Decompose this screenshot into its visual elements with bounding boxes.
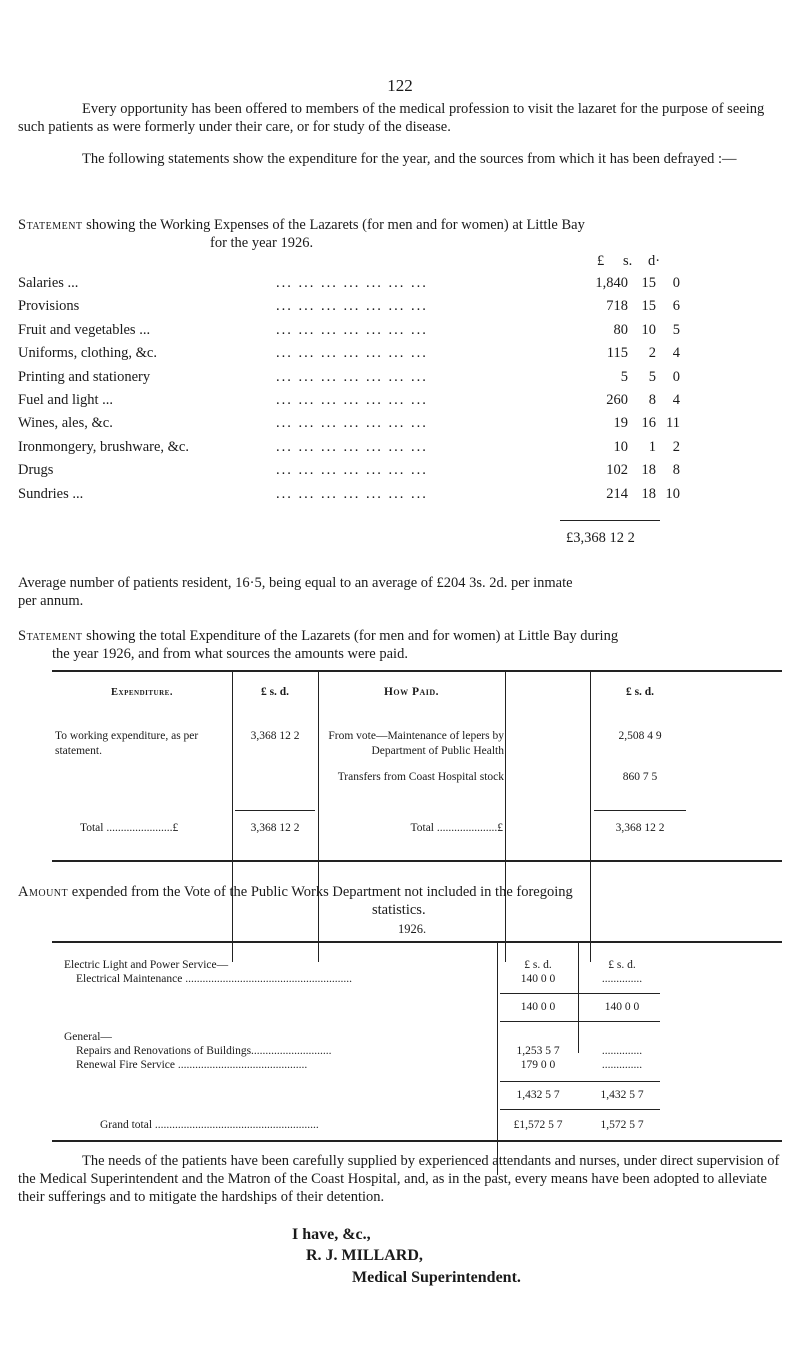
expense-label: Printing and stationery <box>18 368 151 385</box>
expense-row <box>18 275 680 293</box>
statement3-top-rule <box>52 941 782 943</box>
statement3-sub-rule <box>500 993 660 994</box>
expense-shillings: 18 <box>641 485 656 502</box>
average-paragraph-line1: Average number of patients resident, 16·5, being equal to an average of £204 3s. 2d. per inmate <box>18 575 573 591</box>
statement2-paid-vote: From vote—Maintenance of lepers by Department of Public Health <box>328 730 504 757</box>
page-number: 122 <box>387 76 413 95</box>
statement2-head-lsd2: £ s. d. <box>625 686 655 698</box>
expense-shillings: 15 <box>641 275 656 291</box>
expense-row <box>18 438 680 457</box>
statement2-bottom-rule <box>52 860 782 862</box>
expense-pounds: 214 <box>606 485 628 502</box>
statement3-col-head2: £ s. d. <box>608 959 636 971</box>
statement2-expenditure-amount: 3,368 12 2 <box>250 730 300 742</box>
statement3-sub-rule <box>500 1021 660 1022</box>
expense-pounds: 19 <box>613 415 628 432</box>
statement2-total-label2: Total .....................£ <box>410 822 503 834</box>
statement2-top-rule <box>52 670 782 672</box>
statement3-general-sub2: 1,432 5 7 <box>600 1089 644 1101</box>
statement3-general-sub1: 1,432 5 7 <box>516 1089 560 1101</box>
expense-label: Uniforms, clothing, &c. <box>18 345 157 362</box>
signature-title: Medical Superintendent. <box>352 1269 521 1286</box>
expense-shillings: 5 <box>648 368 656 385</box>
statement3-electric-sub2: 140 0 0 <box>604 1001 640 1013</box>
expense-pence: 11 <box>666 415 680 432</box>
statement1-title-line2: for the year 1926. <box>210 235 314 251</box>
statement2-col-divider <box>590 672 591 962</box>
statement1-total-rule <box>560 520 660 521</box>
statement2-total-amount2: 3,368 12 2 <box>615 822 665 834</box>
expense-shillings: 18 <box>641 462 656 479</box>
leader-dots: ... ... ... ... ... ... ... <box>276 345 428 362</box>
expense-shillings: 2 <box>648 345 656 362</box>
statement3-electric-item: Electrical Maintenance .......................................................... <box>76 973 352 985</box>
statements-intro-paragraph: The following statements show the expenditure for the year, and the sources from which it has been defrayed :— <box>82 151 737 167</box>
closing-paragraph: The needs of the patients have been carefully supplied by experienced attendants and nurses, under direct supervision of the Medical Superintendent and the Matron of the Coast Hospital, and, as in the past, every means have been adopted to alleviate their sufferings and to mitigate the hardships of their detention. <box>18 1153 780 1205</box>
leader-dots: ... ... ... ... ... ... ... <box>276 392 428 408</box>
statement3-title <box>18 883 798 901</box>
expense-pence: 0 <box>672 275 680 291</box>
expense-row <box>18 345 680 363</box>
statement2-total-amount: 3,368 12 2 <box>250 822 300 834</box>
statement1-title-lead: Statement <box>18 217 83 233</box>
expense-row <box>18 415 680 433</box>
statement3-grand-label: Grand total ......................................................... <box>100 1119 319 1131</box>
expense-pence: 4 <box>672 345 680 362</box>
leader-dots: ... ... ... ... ... ... ... <box>276 298 428 315</box>
expense-label: Salaries ... <box>18 275 79 291</box>
statement1-title <box>18 216 798 234</box>
leader-dots: ... ... ... ... ... ... ... <box>276 485 428 502</box>
statement3-general-item2: Renewal Fire Service ............................................. <box>76 1059 308 1071</box>
expense-pounds: 10 <box>613 438 628 455</box>
expense-pounds: 80 <box>613 321 628 338</box>
leader-dots: ... ... ... ... ... ... ... <box>276 415 428 432</box>
statement1-total: £3,368 12 2 <box>566 530 635 546</box>
statement3-electric-amount: 140 0 0 <box>520 973 556 985</box>
statement3-year: 1926. <box>398 922 427 936</box>
statement2-title-lead: Statement <box>18 628 83 644</box>
statement3-title-rest: expended from the Vote of the Public Works Department not included in the foregoing <box>68 884 573 900</box>
intro-paragraph: Every opportunity has been offered to members of the medical profession to visit the lazaret for the purpose of seeing such patients as were formerly under their care, or for study of the disease. <box>18 101 765 135</box>
expense-row <box>18 462 680 480</box>
expense-row <box>18 485 680 504</box>
statement3-col-head1: £ s. d. <box>524 959 552 971</box>
expense-label: Fuel and light ... <box>18 392 114 408</box>
statement3-general-dots1: .............. <box>601 1045 643 1057</box>
statement3-title-lead: Amount <box>18 884 69 900</box>
expense-pounds: 260 <box>606 392 628 408</box>
expense-label: Provisions <box>18 298 80 315</box>
signature-name: R. J. MILLARD, <box>306 1247 423 1264</box>
expense-shillings: 1 <box>648 438 656 455</box>
expense-label: Drugs <box>18 462 54 479</box>
statement2-title <box>18 627 798 645</box>
expense-shillings: 15 <box>641 298 656 315</box>
statement3-general-item1: Repairs and Renovations of Buildings............................ <box>76 1045 332 1057</box>
statement2-head-how-paid: How Paid. <box>383 686 440 698</box>
expense-pence: 10 <box>665 485 680 502</box>
statement2-head-lsd: £ s. d. <box>260 686 290 698</box>
statement2-sum-rule <box>235 810 315 811</box>
expense-pence: 2 <box>672 438 680 455</box>
average-paragraph-line2: per annum. <box>18 593 84 609</box>
expense-row <box>18 298 680 316</box>
statement3-bottom-rule <box>52 1140 782 1142</box>
statement3-col-divider <box>578 943 579 1053</box>
expense-label: Sundries ... <box>18 485 84 502</box>
statement2-sum-rule <box>594 810 686 811</box>
expense-pounds: 115 <box>606 345 628 362</box>
statement2-paid-transfer-amount: 860 7 5 <box>622 771 658 783</box>
statement3-general-amount1: 1,253 5 7 <box>516 1045 560 1057</box>
expense-label: Ironmongery, brushware, &c. <box>18 438 189 455</box>
expense-pence: 5 <box>672 321 680 338</box>
expense-shillings: 10 <box>641 321 656 338</box>
statement2-title-line2: the year 1926, and from what sources the amounts were paid. <box>52 646 408 662</box>
leader-dots: ... ... ... ... ... ... ... <box>276 275 428 291</box>
leader-dots: ... ... ... ... ... ... ... <box>276 438 428 455</box>
statement2-expenditure-item: To working expenditure, as per statement. <box>55 730 199 757</box>
expense-shillings: 8 <box>648 392 656 408</box>
statement2-col-divider <box>232 672 233 962</box>
statement3-title-line2: statistics. <box>372 902 426 918</box>
statement3-grand1: £1,572 5 7 <box>513 1119 563 1131</box>
leader-dots: ... ... ... ... ... ... ... <box>276 321 428 338</box>
statement2-paid-vote-amount: 2,508 4 9 <box>618 730 662 742</box>
leader-dots: ... ... ... ... ... ... ... <box>276 368 428 385</box>
expense-pence: 0 <box>672 368 680 385</box>
statement3-sub-rule <box>500 1081 660 1082</box>
expense-pence: 6 <box>672 298 680 315</box>
expense-pounds: 102 <box>606 462 628 479</box>
statement3-general-dots2: .............. <box>601 1059 643 1071</box>
statement2-title-rest: showing the total Expenditure of the Lazarets (for men and for women) at Little Bay during <box>82 628 619 644</box>
statement3-general-head: General— <box>64 1031 112 1043</box>
expense-shillings: 16 <box>641 415 656 432</box>
expense-pence: 8 <box>672 462 680 479</box>
statement2-head-expenditure: Expenditure. <box>111 687 173 698</box>
statement3-electric-sub1: 140 0 0 <box>520 1001 556 1013</box>
expense-pence: 4 <box>672 392 680 408</box>
leader-dots: ... ... ... ... ... ... ... <box>276 462 428 479</box>
statement2-col-divider <box>318 672 319 962</box>
statement3-sub-rule <box>500 1109 660 1110</box>
statement3-electric-dots: .............. <box>601 973 643 985</box>
expense-pounds: 5 <box>620 368 628 385</box>
expense-row <box>18 392 680 410</box>
statement3-grand2: 1,572 5 7 <box>600 1119 644 1131</box>
statement1-head-pence: d· <box>648 253 661 269</box>
statement1-title-rest: showing the Working Expenses of the Lazarets (for men and for women) at Little Bay <box>82 217 585 233</box>
expense-pounds: 1,840 <box>595 275 628 291</box>
statement3-electric-head: Electric Light and Power Service— <box>64 959 229 971</box>
statement1-head-pounds: £ <box>597 253 605 269</box>
statement2-col-divider <box>505 672 506 962</box>
statement2-paid-transfer: Transfers from Coast Hospital stock <box>337 771 504 783</box>
expense-pounds: 718 <box>606 298 628 315</box>
statement2-total-label: Total .......................£ <box>80 822 179 834</box>
expense-label: Fruit and vegetables ... <box>18 321 151 338</box>
expense-row <box>18 321 680 340</box>
statement3-general-amount2: 179 0 0 <box>520 1059 556 1071</box>
expense-label: Wines, ales, &c. <box>18 415 113 432</box>
signature-salutation: I have, &c., <box>292 1226 371 1243</box>
expense-row <box>18 368 680 387</box>
statement1-head-shillings: s. <box>623 253 633 269</box>
